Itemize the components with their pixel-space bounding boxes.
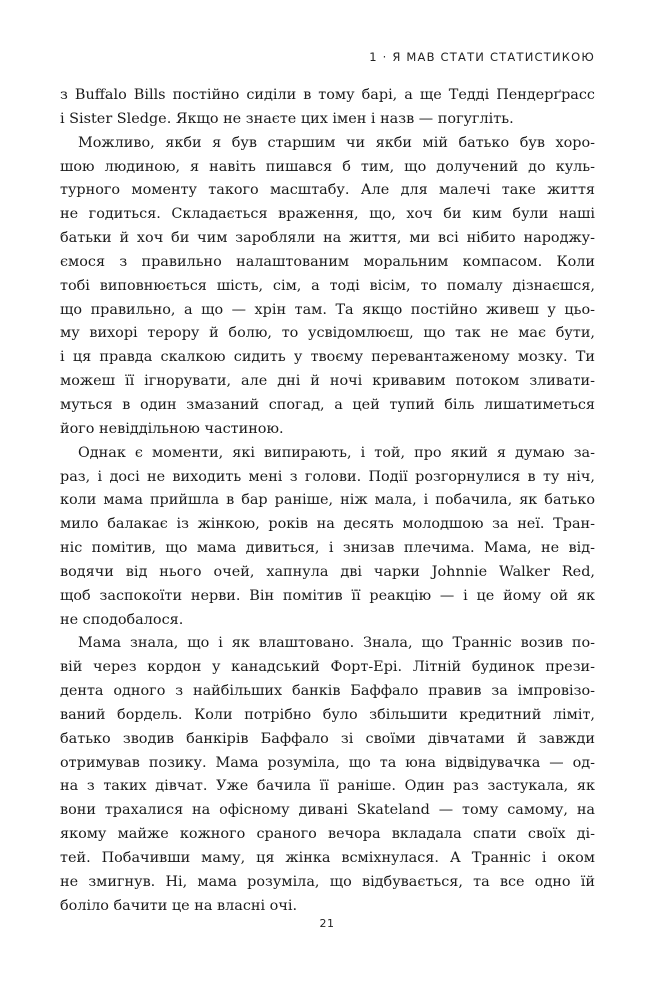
text-line: що правильно, а що — хрін там. Та якщо постійно живеш у цьо- [60, 301, 595, 318]
text-line: отримував позику. Мама розуміла, що та юна відвідувачка — од- [60, 754, 595, 771]
text-line: тобі виповнюється шість, сім, а тоді вісім, то помалу дізнаєшся, [60, 277, 595, 294]
running-head: 1 · Я МАВ СТАТИ СТАТИСТИКОЮ [369, 50, 595, 64]
text-line: не годиться. Складається враження, що, хоч би ким були наші [60, 206, 595, 223]
text-line: ніс помітив, що мама дивиться, і знизав плечима. Мама, не від- [60, 540, 595, 557]
text-line: ємося з правильно налаштованим моральним компасом. Коли [60, 253, 595, 270]
text-line: водячи від нього очей, хапнула дві чарки Johnnie Walker Red, [60, 563, 595, 580]
text-line: не сподобалося. [60, 611, 184, 628]
text-line: коли мама прийшла в бар раніше, ніж мала, і побачила, як батько [60, 492, 595, 509]
text-line: вій через кордон у канадський Форт-Ері. Літній будинок прези- [60, 659, 595, 676]
text-line: му вихорі терору й болю, то усвідомлюєш, що так не має бути, [60, 325, 595, 342]
text-line: вони трахалися на офісному дивані Skateland — тому самому, на [60, 802, 595, 819]
text-line: Мама знала, що і як влаштовано. Знала, що Транніс возив по- [78, 635, 595, 652]
text-line: мило балакає із жінкою, років на десять молодшою за неї. Тран- [60, 516, 595, 533]
text-line: шою людиною, я навіть пишався б тим, що долучений до куль- [60, 158, 595, 175]
text-line: якому майже кожного сраного вечора вкладала спати своїх ді- [60, 826, 595, 843]
text-line: муться в один змазаний спогад, а цей тупий біль лишатиметься [60, 396, 595, 413]
text-line: не змигнув. Ні, мама розуміла, що відбувається, та все одно їй [60, 873, 595, 890]
text-line: і ця правда скалкою сидить у твоєму перевантаженому мозку. Ти [60, 349, 595, 366]
page-number: 21 [319, 917, 335, 930]
body-text [60, 84, 595, 919]
text-line: його невіддільною частиною. [60, 420, 284, 437]
text-line: Можливо, якби я був старшим чи якби мій батько був хоро- [78, 134, 595, 151]
text-line: тей. Побачивши маму, ця жінка всміхнулася. А Транніс і оком [60, 850, 595, 866]
text-line: і Sister Sledge. Якщо не знаєте цих імен і назв — погугліть. [60, 110, 514, 127]
text-line: турного моменту такого масштабу. Але для малечі таке життя [60, 182, 595, 199]
text-line: батьки й хоч би чим заробляли на життя, ми всі нібито народжу- [60, 230, 595, 247]
text-line: з Buffalo Bills постійно сиділи в тому барі, а ще Тедді Пендерґрасс [60, 87, 595, 103]
text-line: батько зводив банкірів Баффало зі своїми дівчатами й завжди [60, 730, 595, 747]
text-line: на з таких дівчат. Уже бачила її раніше. Один раз застукала, як [60, 778, 595, 795]
text-line: щоб заспокоїти нерви. Він помітив її реакцію — і це йому ой як [60, 587, 595, 604]
text-line: ваний бордель. Коли потрібно було збільшити кредитний ліміт, [60, 706, 595, 723]
text-line: боліло бачити це на власні очі. [60, 897, 298, 914]
text-line: Однак є моменти, які випирають, і той, про який я думаю за- [78, 444, 595, 461]
text-line: раз, і досі не виходить мені з голови. Події розгорнулися в ту ніч, [60, 468, 595, 485]
text-line: дента одного з найбільших банків Баффало правив за імпровізо- [60, 683, 595, 700]
text-line: можеш її ігнорувати, але дні й ночі кривавим потоком зливати- [60, 373, 595, 390]
